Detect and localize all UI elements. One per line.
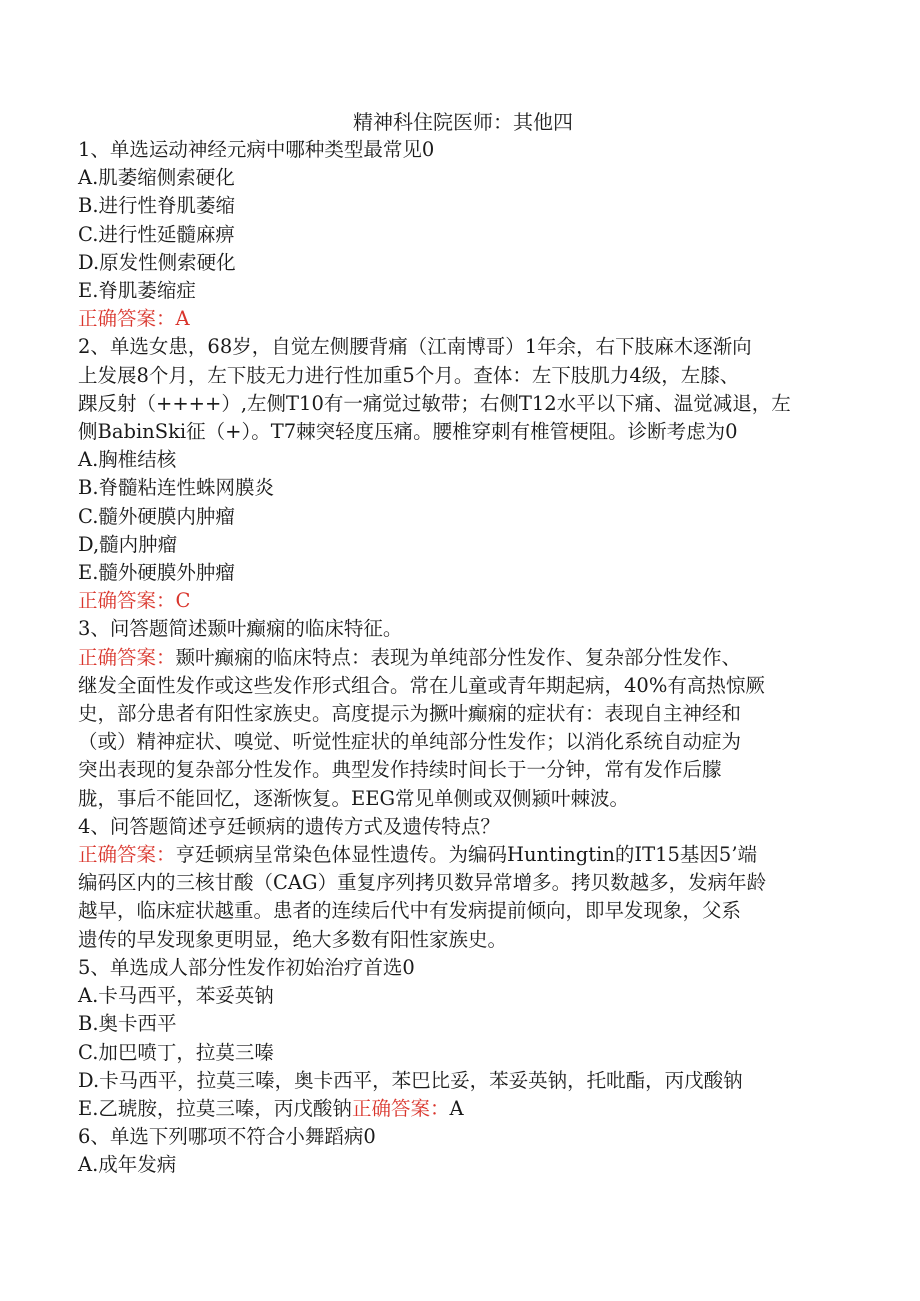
q1-stem: 1、单选运动神经元病中哪种类型最常见0 <box>78 138 435 161</box>
q2-option-e: E.髓外硬膜外肿瘤 <box>78 561 235 585</box>
q3-answer-line: （或）精神症状、嗅觉、听觉性症状的单纯部分性发作；以消化系统自动症为 <box>78 730 742 754</box>
q3-answer-line: 史，部分患者有阳性家族史。高度提示为撅叶癫痫的症状有：表现自主神经和 <box>78 702 742 726</box>
answer-label: 正确答案： <box>78 843 176 867</box>
q5-option-e-with-answer <box>78 1095 840 1123</box>
q2-option-c: C.髓外硬膜内肿瘤 <box>78 504 235 528</box>
q5-stem: 5、单选成人部分性发作初始治疗首选0 <box>78 955 415 979</box>
answer-value: A <box>175 307 190 331</box>
q2-answer <box>78 587 840 615</box>
answer-label: 正确答案： <box>78 307 176 331</box>
q3-stem: 3、问答题简述颞叶癫痫的临床特征。 <box>78 617 403 641</box>
q1-option-d: D.原发性侧索硬化 <box>78 250 236 274</box>
q1-option-c: C.进行性延髓麻痹 <box>78 222 235 246</box>
answer-value: A <box>449 1096 464 1120</box>
q2-option-d: D,髓内肿瘤 <box>78 532 178 556</box>
q6-option-a: A.成年发病 <box>78 1153 177 1177</box>
q5-option-a: A.卡马西平，苯妥英钠 <box>78 984 274 1008</box>
document-title: 精神科住院医师：其他四 <box>353 110 573 134</box>
q1-option-b: B.进行性脊肌萎缩 <box>78 194 236 218</box>
q3-answer-line: 突出表现的复杂部分性发作。典型发作持续时间长于一分钟，常有发作后朦 <box>78 758 722 782</box>
q3-answer-line: 继发全面性发作或这些发作形式组合。常在儿童或青年期起病，40%有高热惊厥 <box>78 673 765 697</box>
answer-label: 正确答案： <box>78 645 176 669</box>
q2-option-b: B.脊髓粘连性蛛网膜炎 <box>78 476 275 500</box>
q2-stem-line: 2、单选女患，68岁，自觉左侧腰背痛（江南博哥）1年余，右下肢麻木逐渐向 <box>78 335 752 359</box>
q1-option-e: E.脊肌萎缩症 <box>78 279 196 303</box>
q4-answer-line: 编码区内的三核甘酸（CAG）重复序列拷贝数异常增多。拷贝数越多，发病年龄 <box>78 871 767 895</box>
q2-stem-line: 上发展8个月，左下肢无力进行性加重5个月。查体：左下肢肌力4级，左膝、 <box>78 363 740 387</box>
q2-option-a: A.胸椎结核 <box>78 448 177 472</box>
q4-answer-line: 越早，临床症状越重。患者的连续后代中有发病提前倾向，即早发现象，父系 <box>78 899 742 923</box>
q2-stem-line: 踝反射（++++）,左侧T10有一痛觉过敏带；右侧T12水平以下痛、温觉减退，左 <box>78 391 791 415</box>
q5-option-e: E.乙琥胺，拉莫三嗪，丙戊酸钠 <box>78 1096 352 1120</box>
q4-stem: 4、问答题简述亨廷顿病的遗传方式及遗传特点？ <box>78 814 500 838</box>
q1-answer <box>78 305 840 333</box>
q4-answer-line: 遗传的早发现象更明显，绝大多数有阳性家族史。 <box>78 927 508 951</box>
q4-answer-line <box>78 841 840 869</box>
answer-label: 正确答案： <box>351 1096 450 1120</box>
q5-option-b: B.奥卡西平 <box>78 1012 177 1036</box>
q4-answer-text: 亨廷顿病呈常染色体显性遗传。为编码Huntingtin的IT15基因5’端 <box>175 843 758 867</box>
q3-answer-text: 颞叶癫痫的临床特点：表现为单纯部分性发作、复杂部分性发作、 <box>175 645 742 669</box>
answer-label: 正确答案： <box>78 589 176 613</box>
q2-stem-line: 侧BabinSki征（+）。T7棘突轻度压痛。腰椎穿刺有椎管梗阻。诊断考虑为0 <box>78 420 738 444</box>
q5-option-c: C.加巴喷丁，拉莫三嗪 <box>78 1040 274 1064</box>
q5-option-d: D.卡马西平，拉莫三嗪，奥卡西平，苯巴比妥，苯妥英钠，托吡酯，丙戊酸钠 <box>78 1068 743 1092</box>
q3-answer-line: 胧，事后不能回忆，逐渐恢复。EEG常见单侧或双侧颍叶棘波。 <box>78 786 630 810</box>
document-page <box>78 108 840 1180</box>
answer-value: C <box>175 589 191 613</box>
q6-stem: 6、单选下列哪项不符合小舞蹈病0 <box>78 1125 376 1149</box>
q3-answer-line <box>78 644 840 672</box>
q1-option-a: A.肌萎缩侧索硬化 <box>78 166 235 190</box>
